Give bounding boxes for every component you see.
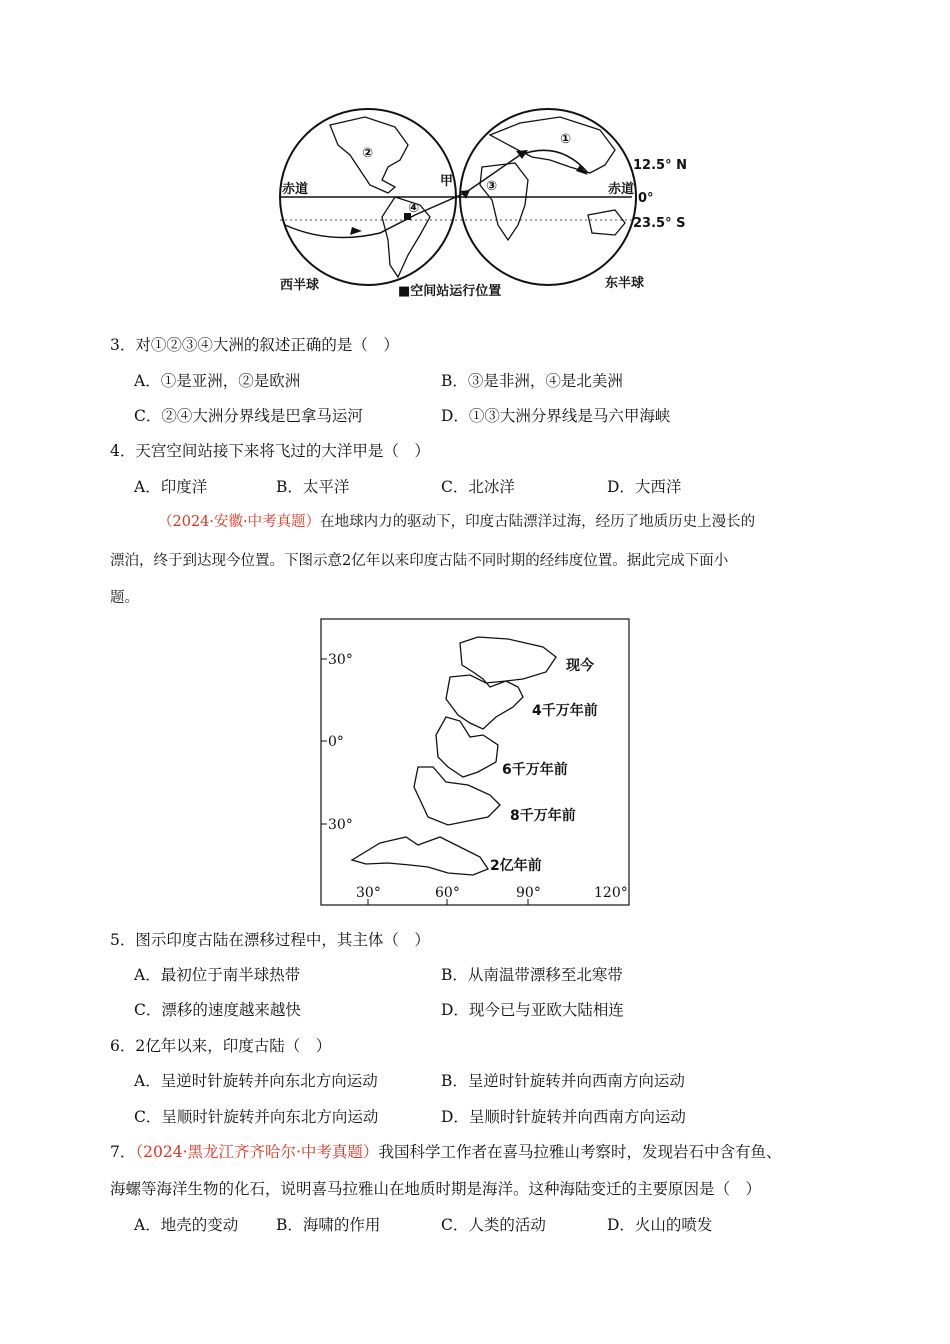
label-now: 现今: [566, 658, 594, 674]
lon-30-label: 30°: [356, 885, 381, 901]
q7-option-a[interactable]: A．地壳的变动: [134, 1216, 239, 1234]
q4-stem: 4．天宫空间站接下来将飞过的大洋甲是（ ）: [110, 442, 430, 460]
q7-text-1: 我国科学工作者在喜马拉雅山考察时，发现岩石中含有鱼、: [378, 1143, 782, 1161]
q3-option-c[interactable]: C．②④大洲分界线是巴拿马运河: [134, 407, 363, 425]
lat-30n-label: 30°: [328, 652, 353, 668]
label-80m: 8千万年前: [510, 808, 576, 824]
q4-option-a[interactable]: A．印度洋: [134, 478, 208, 496]
q6-stem: 6．2亿年以来，印度古陆（ ）: [110, 1037, 332, 1055]
q3-option-d[interactable]: D．①③大洲分界线是马六甲海峡: [441, 407, 671, 425]
q6-option-b[interactable]: B．呈逆时针旋转并向西南方向运动: [441, 1072, 685, 1090]
india-drift-map: [318, 617, 634, 909]
q7-number: 7．: [110, 1143, 136, 1161]
outline-80m: [414, 767, 500, 825]
continent-3-label: ③: [486, 179, 498, 194]
q7-option-d[interactable]: D．火山的喷发: [607, 1216, 713, 1234]
intro-source: （2024·安徽·中考真题）: [158, 514, 321, 530]
q3-stem: 3．对①②③④大洲的叙述正确的是（ ）: [110, 336, 399, 354]
equator-right-label: 赤道: [608, 182, 635, 197]
intro-line-1: [158, 511, 755, 533]
q3-option-b[interactable]: B．③是非洲，④是北美洲: [441, 372, 623, 390]
q7-source: （2024·黑龙江齐齐哈尔·中考真题）: [135, 1143, 379, 1161]
lon-60-label: 60°: [435, 885, 460, 901]
intro-line-3: 题。: [110, 590, 139, 606]
legend-label: ■空间站运行位置: [398, 284, 502, 299]
q5-stem: 5．图示印度古陆在漂移过程中，其主体（ ）: [110, 931, 430, 949]
lat-23s-label: 23.5° S: [633, 216, 686, 231]
continent-4-label: ④: [408, 201, 420, 216]
q7-option-c[interactable]: C．人类的活动: [441, 1216, 546, 1234]
intro-text-1: 在地球内力的驱动下，印度古陆漂洋过海，经历了地质历史上漫长的: [320, 514, 756, 530]
q4-option-d[interactable]: D．大西洋: [607, 478, 682, 496]
q5-option-b[interactable]: B．从南温带漂移至北寒带: [441, 966, 623, 984]
outline-200m: [352, 837, 488, 875]
equator-left-label: 赤道: [282, 182, 309, 197]
q5-option-a[interactable]: A．最初位于南半球热带: [134, 966, 301, 984]
lat-30s-label: 30°: [328, 817, 353, 833]
lon-90-label: 90°: [516, 885, 541, 901]
q6-option-d[interactable]: D．呈顺时针旋转并向西南方向运动: [441, 1108, 686, 1126]
q5-option-c[interactable]: C．漂移的速度越来越快: [134, 1001, 301, 1019]
outline-60m: [436, 717, 498, 777]
continent-1-label: ①: [560, 132, 572, 147]
q7-line-1: [110, 1141, 781, 1163]
label-60m: 6千万年前: [502, 762, 568, 778]
continent-2-label: ②: [362, 146, 374, 161]
q6-option-c[interactable]: C．呈顺时针旋转并向东北方向运动: [134, 1108, 379, 1126]
orbit-path: [285, 150, 588, 237]
ocean-jia-label: 甲: [440, 174, 454, 189]
west-hemisphere-label: 西半球: [280, 278, 320, 293]
africa: [480, 163, 528, 240]
orbit-arrow-1: [350, 227, 362, 235]
label-200m: 2亿年前: [490, 858, 542, 874]
q3-option-a[interactable]: A．①是亚洲，②是欧洲: [134, 372, 301, 390]
lat-12n-label: 12.5° N: [633, 158, 687, 173]
outline-now: [460, 637, 556, 687]
q5-option-d[interactable]: D．现今已与亚欧大陆相连: [441, 1001, 624, 1019]
q6-option-a[interactable]: A．呈逆时针旋转并向东北方向运动: [134, 1072, 378, 1090]
lat-0-label: 0°: [328, 734, 344, 750]
lon-120-label: 120°: [594, 885, 628, 901]
q7-option-b[interactable]: B．海啸的作用: [276, 1216, 381, 1234]
q4-option-c[interactable]: C．北冰洋: [441, 478, 515, 496]
q7-line-2: 海螺等海洋生物的化石，说明喜马拉雅山在地质时期是海洋。这种海陆变迁的主要原因是（ ）: [110, 1180, 762, 1198]
east-hemisphere-label: 东半球: [605, 276, 645, 291]
australia: [588, 210, 625, 235]
label-40m: 4千万年前: [532, 703, 598, 719]
lat-0-label: 0°: [638, 191, 654, 206]
hemispheres-map: [270, 105, 690, 305]
europe-asia: [490, 117, 615, 173]
intro-line-2: 漂泊，终于到达现今位置。下图示意2亿年以来印度古陆不同时期的经纬度位置。据此完成下面小: [110, 553, 729, 569]
q4-option-b[interactable]: B．太平洋: [276, 478, 350, 496]
